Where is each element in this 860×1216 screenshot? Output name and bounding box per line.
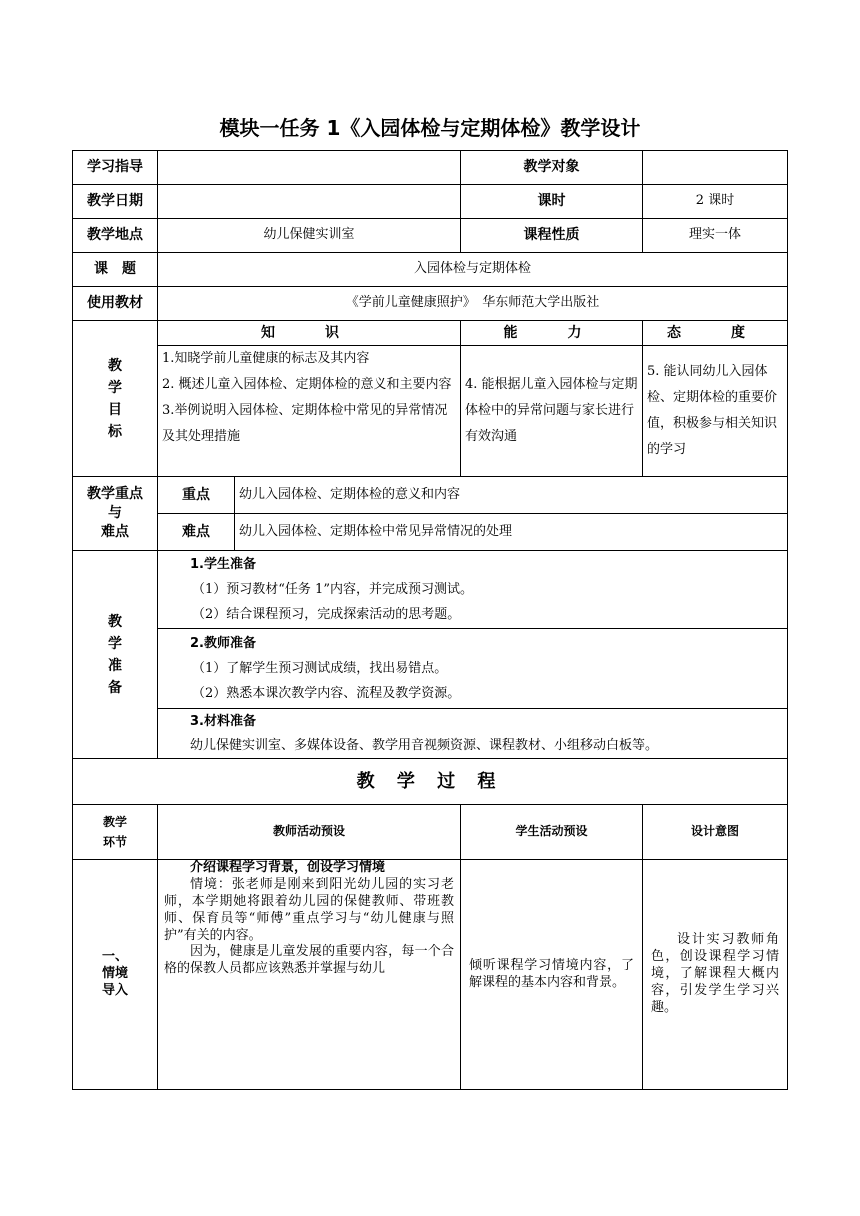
row-key-point xyxy=(73,477,788,514)
row-place xyxy=(73,219,788,253)
key-points-label-line: 与 xyxy=(108,505,122,521)
materials-preparation xyxy=(158,709,788,759)
student-prep-title: 1.学生准备 xyxy=(190,557,256,572)
row-process-header xyxy=(73,805,788,860)
material-label: 使用教材 xyxy=(73,287,158,321)
teacher-activity-title: 介绍课程学习背景，创设学习情境 xyxy=(190,860,386,875)
guide-value xyxy=(158,151,461,185)
teacher-prep-title: 2.教师准备 xyxy=(190,636,256,651)
difficulty-value: 幼儿入园体检、定期体检中常见异常情况的处理 xyxy=(235,514,788,551)
key-points-label xyxy=(73,477,158,551)
teacher-prep-item: （2）熟悉本课次教学内容、流程及教学资源。 xyxy=(192,686,461,701)
knowledge-objectives xyxy=(158,346,461,477)
intent-column-header: 设计意图 xyxy=(643,805,788,860)
stage-intro xyxy=(73,860,158,1090)
stage-line: 一、 xyxy=(101,949,128,965)
stage-line: 导入 xyxy=(101,982,128,998)
preparation-label-char: 教 xyxy=(108,613,122,630)
row-prep-materials xyxy=(73,709,788,759)
attitude-objective: 5. 能认同幼儿入园体检、定期体检的重要价值，积极参与相关知识的学习 xyxy=(643,346,788,477)
row-objectives-content xyxy=(73,346,788,477)
lesson-plan-table xyxy=(72,150,788,1090)
process-section-title: 教 学 过 程 xyxy=(73,759,788,805)
guide-label: 学习指导 xyxy=(73,151,158,185)
hours-label: 课时 xyxy=(461,185,643,219)
knowledge-item: 1.知晓学前儿童健康的标志及其内容 xyxy=(162,351,370,366)
key-value: 幼儿入园体检、定期体检的意义和内容 xyxy=(235,477,788,514)
stage-line: 情境 xyxy=(101,966,128,982)
knowledge-item: 3.举例说明入园体检、定期体检中常见的异常情况及其处理措施 xyxy=(162,403,448,444)
teacher-column-header: 教师活动预设 xyxy=(158,805,461,860)
ability-objective: 4. 能根据儿童入园体检与定期体检中的异常问题与家长进行有效沟通 xyxy=(461,346,643,477)
row-prep-teacher xyxy=(73,629,788,709)
row-date xyxy=(73,185,788,219)
row-prep-student xyxy=(73,551,788,629)
nature-label: 课程性质 xyxy=(461,219,643,253)
target-label: 教学对象 xyxy=(461,151,643,185)
place-value: 幼儿保健实训室 xyxy=(158,219,461,253)
student-prep-item: （2）结合课程预习，完成探索活动的思考题。 xyxy=(192,607,461,622)
stage-header-line: 环节 xyxy=(102,835,127,849)
topic-label: 课 题 xyxy=(73,253,158,287)
row-topic xyxy=(73,253,788,287)
preparation-label-char: 学 xyxy=(108,635,122,652)
material-value: 《学前儿童健康照护》 华东师范大学出版社 xyxy=(158,287,788,321)
materials-prep-text: 幼儿保健实训室、多媒体设备、教学用音视频资源、课程教材、小组移动白板等。 xyxy=(190,737,659,753)
hours-value: 2 课时 xyxy=(643,185,788,219)
objectives-label-char: 标 xyxy=(108,423,122,440)
preparation-label xyxy=(73,551,158,759)
row-process-title xyxy=(73,759,788,805)
objectives-label-char: 教 xyxy=(108,357,122,374)
stage-column-header xyxy=(73,805,158,860)
topic-value: 入园体检与定期体检 xyxy=(158,253,788,287)
student-activity: 倾听课程学习情境内容，了解课程的基本内容和背景。 xyxy=(461,860,643,1090)
ability-header: 能 力 xyxy=(461,321,643,346)
objectives-label-char: 学 xyxy=(108,379,122,396)
student-prep-item: （1）预习教材“任务 1”内容，并完成预习测试。 xyxy=(192,582,473,597)
teacher-activity-paragraph: 情境：张老师是刚来到阳光幼儿园的实习老师，本学期她将跟着幼儿园的保健教师、带班教师、保育员等“师傅”重点学习与“幼儿健康与照护”有关的内容。 xyxy=(164,876,454,943)
key-points-label-line: 教学重点 xyxy=(87,486,143,502)
materials-prep-title: 3.材料准备 xyxy=(190,713,256,729)
teacher-activity-paragraph: 因为，健康是儿童发展的重要内容，每一个合格的保教人员都应该熟悉并掌握与幼儿 xyxy=(164,944,454,977)
date-label: 教学日期 xyxy=(73,185,158,219)
date-value xyxy=(158,185,461,219)
row-objectives-header xyxy=(73,321,788,346)
teacher-prep-item: （1）了解学生预习测试成绩，找出易错点。 xyxy=(192,661,448,676)
row-process-intro xyxy=(73,860,788,1090)
preparation-label-char: 备 xyxy=(108,679,122,696)
difficulty-label: 难点 xyxy=(158,514,235,551)
teacher-preparation xyxy=(158,629,788,709)
stage-header-line: 教学 xyxy=(102,815,127,829)
student-preparation xyxy=(158,551,788,629)
place-label: 教学地点 xyxy=(73,219,158,253)
preparation-label-char: 准 xyxy=(108,657,122,674)
key-points-label-line: 难点 xyxy=(101,524,129,540)
row-guide xyxy=(73,151,788,185)
teacher-activity xyxy=(158,860,461,1090)
row-material xyxy=(73,287,788,321)
knowledge-item: 2. 概述儿童入园体检、定期体检的意义和主要内容 xyxy=(162,377,452,392)
student-column-header: 学生活动预设 xyxy=(461,805,643,860)
design-intent: 设计实习教师角色，创设课程学习情境，了解课程大概内容，引发学生学习兴趣。 xyxy=(643,860,788,1090)
objectives-label-char: 目 xyxy=(108,401,122,418)
key-label: 重点 xyxy=(158,477,235,514)
row-difficulty xyxy=(73,514,788,551)
document-title: 模块一任务 1《入园体检与定期体检》教学设计 xyxy=(219,116,641,140)
target-value xyxy=(643,151,788,185)
knowledge-header: 知 识 xyxy=(158,321,461,346)
objectives-label xyxy=(73,321,158,477)
attitude-header: 态 度 xyxy=(643,321,788,346)
nature-value: 理实一体 xyxy=(643,219,788,253)
